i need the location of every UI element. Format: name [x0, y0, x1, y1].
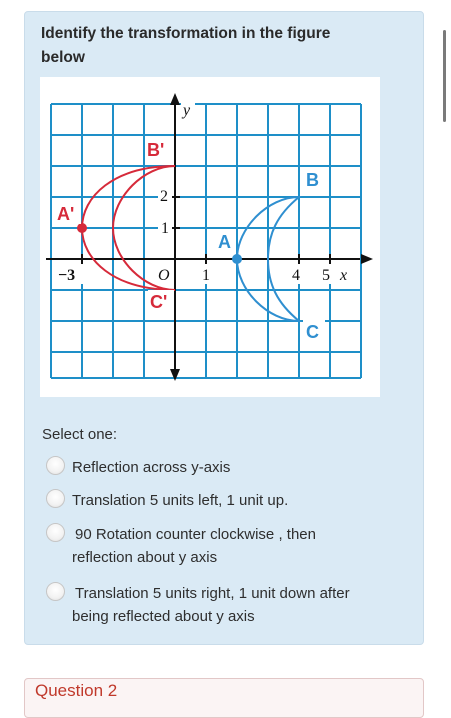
tick-label-x-four: 4 [292, 267, 300, 284]
answer-option-1-text: Reflection across y-axis [72, 459, 231, 476]
radio-button-4[interactable] [46, 582, 65, 601]
point-a-dot [232, 254, 242, 264]
tick-label-y-one: 1 [161, 220, 169, 237]
tick-label-y-two: 2 [160, 188, 168, 205]
select-one-label: Select one: [42, 426, 118, 443]
answer-option-2-text: Translation 5 units left, 1 unit up. [72, 492, 289, 509]
label-b: B [306, 170, 319, 190]
axis-label-y: y [183, 102, 191, 119]
tick-label-x-five: 5 [322, 267, 330, 284]
axis-label-x: x [340, 267, 348, 284]
radio-button-3[interactable] [46, 523, 65, 542]
tick-label-neg3: −3 [58, 267, 76, 284]
x-axis-arrow [361, 254, 373, 264]
answer-option-3-text: 90 Rotation counter clockwise , then reflection about y axis [72, 526, 316, 566]
y-axis-arrow-up [170, 93, 180, 105]
radio-button-2[interactable] [46, 489, 65, 508]
tick-label-origin: O [158, 267, 170, 284]
label-a-prime: A' [57, 204, 75, 224]
label-a: A [218, 232, 231, 252]
next-question-card [24, 678, 424, 718]
label-c: C [306, 322, 319, 342]
y-axis-arrow-down [170, 369, 180, 381]
label-c-prime: C' [150, 292, 168, 312]
tick-label-x-one: 1 [202, 267, 210, 284]
radio-button-1[interactable] [46, 456, 65, 475]
point-a-prime-dot [77, 223, 87, 233]
transformation-figure [40, 77, 380, 397]
question-text: Identify the transformation in the figure below [41, 25, 331, 66]
answer-option-4-text: Translation 5 units right, 1 unit down after being reflected about y axis [72, 585, 350, 625]
scrollbar-thumb[interactable] [443, 30, 446, 122]
coordinate-grid-svg [40, 77, 380, 397]
next-question-label: Question 2 [35, 681, 118, 700]
label-b-prime: B' [147, 140, 165, 160]
